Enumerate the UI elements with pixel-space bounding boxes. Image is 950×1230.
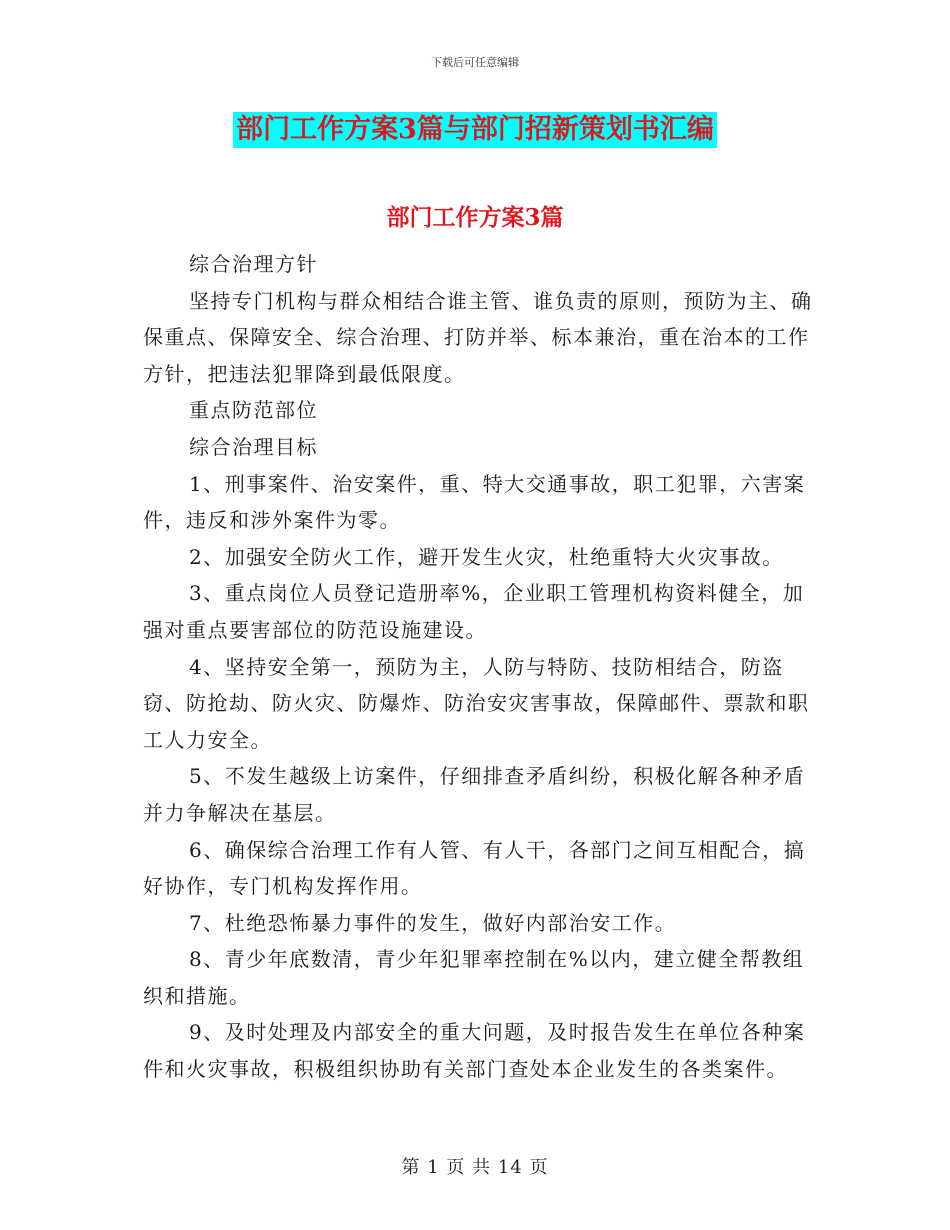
document-title	[0, 112, 950, 148]
header-note: 下载后可任意编辑	[431, 56, 519, 69]
paragraph: 8、青少年底数清，青少年犯罪率控制在%以内，建立健全帮教组织和措施。	[143, 947, 805, 1008]
document-title-text: 部门工作方案3篇与部门招新策划书汇编	[233, 112, 717, 148]
paragraph: 综合治理目标	[189, 434, 318, 459]
paragraph: 7、杜绝恐怖暴力事件的发生，做好内部治安工作。	[189, 910, 677, 935]
paragraph: 6、确保综合治理工作有人管、有人干，各部门之间互相配合，搞好协作，专门机构发挥作用。	[143, 837, 806, 899]
section-title: 部门工作方案3篇	[386, 204, 564, 231]
paragraph: 3、重点岗位人员登记造册率%，企业职工管理机构资料健全，加强对重点要害部位的防范设施建设。	[143, 581, 805, 642]
paragraph: 2、加强安全防火工作，避开发生火灾，杜绝重特大火灾事故。	[189, 544, 784, 569]
paragraph: 9、及时处理及内部安全的重大问题，及时报告发生在单位各种案件和火灾事故，积极组织协助有关部门查处本企业发生的各类案件。	[143, 1020, 806, 1082]
paragraph: 重点防范部位	[189, 398, 318, 423]
paragraph: 1、刑事案件、治安案件，重、特大交通事故，职工犯罪，六害案件，违反和涉外案件为零。	[143, 471, 806, 533]
page-number: 第 1 页 共 14 页	[401, 1157, 549, 1178]
paragraph: 坚持专门机构与群众相结合谁主管、谁负责的原则，预防为主、确保重点、保障安全、综合治理、打防并举、标本兼治，重在治本的工作方针，把违法犯罪降到最低限度。	[143, 288, 813, 386]
paragraph: 综合治理方针	[189, 252, 318, 276]
paragraph: 4、坚持安全第一，预防为主，人防与特防、技防相结合，防盗窃、防抢劫、防火灾、防爆炸、防治安灾害事故，保障邮件、票款和职工人力安全。	[143, 654, 810, 752]
paragraph: 5、不发生越级上访案件，仔细排查矛盾纠纷，积极化解各种矛盾并力争解决在基层。	[143, 764, 806, 825]
body-text	[143, 246, 823, 1088]
